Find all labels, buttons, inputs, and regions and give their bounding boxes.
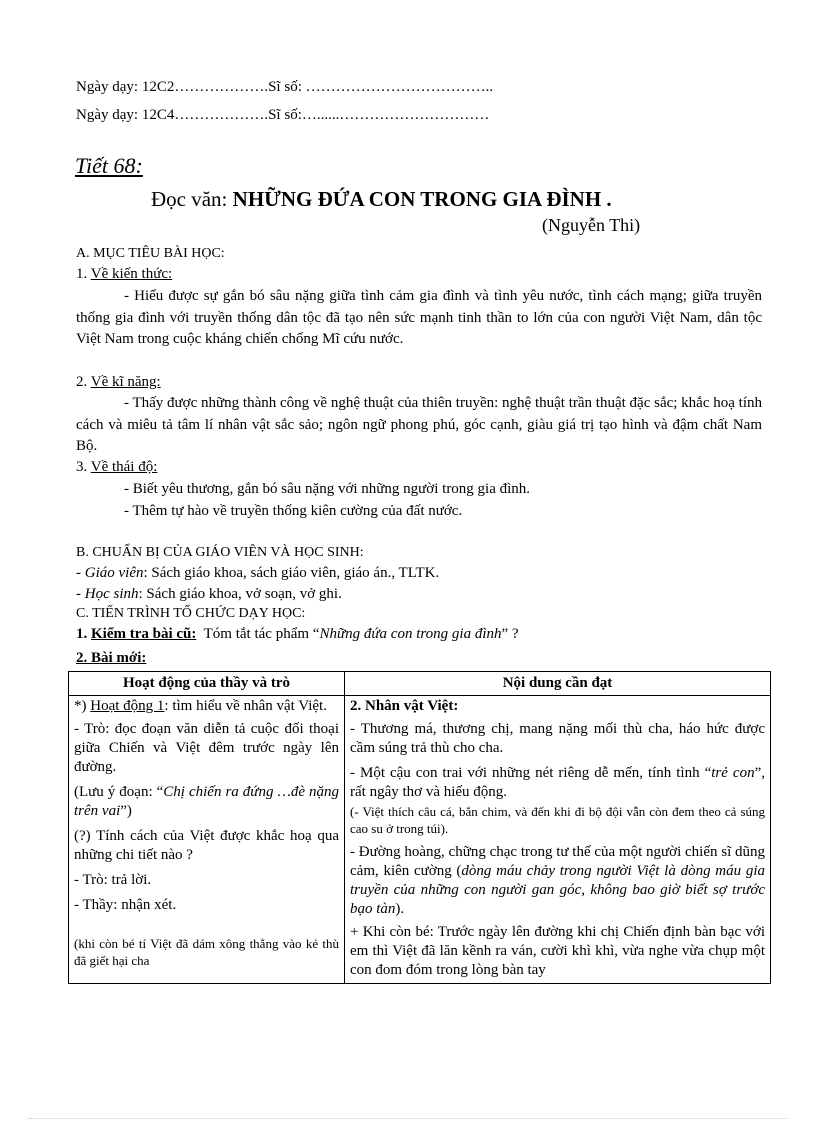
content-p2 (350, 764, 765, 802)
student-prep (76, 584, 342, 604)
class-label: 12C2 (141, 79, 175, 95)
col-header-content: Nội dung cần đạt (345, 672, 771, 696)
teacher-text: : Sách giáo khoa, sách giáo viên, giáo án., TLTK. (143, 565, 440, 581)
p2-before: - Một cậu con trai với những nét riêng dễ mến, tính tình “ (350, 765, 712, 781)
p3-before: - Đường hoàng, chững chạc trong tư thế của một người chiến sĩ dũng cảm, kiên cường ( (350, 844, 765, 879)
small-note: (khi còn bé tí Việt đã dám xông thẳng vào kẻ thù đã giết hại cha (74, 936, 339, 968)
attitude-item-2: - Thêm tự hào về truyền thống kiên cường của đất nước. (124, 503, 463, 519)
note-italic: Chị chiến ra đứng …đè nặng trên vai (74, 784, 339, 819)
new-lesson-label: 2. Bài mới: (76, 650, 147, 666)
lesson-title (151, 186, 612, 212)
attitude-item-1: - Biết yêu thương, gắn bó sâu nặng với những người trong gia đình. (124, 481, 531, 497)
knowledge-heading (76, 264, 172, 284)
note-before: (Lưu ý đoạn: “ (74, 784, 164, 800)
reading-note (74, 783, 339, 821)
student-read: - Trò: đọc đoạn văn diễn tả cuộc đối thoại giữa Chiến và Việt đêm trước ngày lên đường. (74, 721, 339, 775)
attitude-num: 3. (76, 459, 88, 475)
date-line-12c4 (76, 105, 489, 125)
knowledge-num: 1. (76, 266, 88, 282)
activity-label: Hoạt động 1 (90, 698, 165, 714)
p3-after: ). (395, 901, 405, 917)
check-num: 1. (76, 626, 88, 642)
title-prefix: Đọc văn: (151, 187, 228, 211)
note-after: ”) (120, 803, 132, 819)
table-row (69, 696, 771, 984)
skill-text: - Thấy được những thành công về nghệ thuật của thiên truyền: nghệ thuật trần thuật đặc sắc; khắc hoạ tính cách và miêu tả tâm lí nhân vật sắc sảo; ngôn ngữ phong phú, góc cạnh, giàu giá trị tạo hình và đậm chất Nam Bộ. (76, 395, 762, 454)
dots: ………………. (174, 79, 269, 95)
student-answer: - Trò: trả lời. (74, 872, 152, 888)
activities-cell (69, 696, 345, 984)
student-count: Sĩ số:…......………………………… (268, 107, 490, 123)
content-p1: - Thương má, thương chị, mang nặng mối thù cha, háo hức được cầm súng trả thù cho cha. (350, 721, 765, 756)
teacher-comment: - Thầy: nhận xét. (74, 897, 177, 913)
student-text: : Sách giáo khoa, vở soạn, vở ghi. (138, 586, 342, 602)
content-p3 (350, 843, 765, 919)
check-old-lesson (76, 624, 519, 644)
attitude-heading (76, 457, 157, 477)
table-header-row (69, 672, 771, 696)
col-header-activities: Hoạt động của thầy và trò (69, 672, 345, 696)
content-cell (345, 696, 771, 984)
student-count: Sĩ số: ……………………………….. (268, 79, 494, 95)
lesson-number: Tiết 68: (75, 153, 143, 178)
question: (?) Tính cách của Việt được khắc hoạ qua những chi tiết nào ? (74, 828, 339, 863)
content-p2-note: (- Việt thích câu cá, bắn chim, và đến khi đi bộ đội vẫn còn đem theo cả súng cao su ở trong túi). (350, 804, 765, 836)
lesson-table (68, 671, 771, 984)
skill-num: 2. (76, 374, 88, 390)
class-label: 12C4 (141, 107, 175, 123)
section-c-heading: C. TIẾN TRÌNH TỔ CHỨC DẠY HỌC: (76, 606, 306, 621)
new-lesson-heading (76, 648, 146, 668)
teacher-label: - Giáo viên (76, 565, 144, 581)
dots: ………………. (174, 107, 269, 123)
date-label: Ngày dạy: (76, 79, 139, 95)
skill-heading (76, 372, 161, 392)
title-text: NHỮNG ĐỨA CON TRONG GIA ĐÌNH . (232, 187, 612, 211)
section-a-heading: A. MỤC TIÊU BÀI HỌC: (76, 246, 225, 261)
content-heading: 2. Nhân vật Việt: (350, 698, 459, 714)
teacher-prep (76, 563, 439, 583)
check-text-after: ” ? (501, 626, 519, 642)
skill-label: Về kĩ năng: (90, 374, 161, 390)
p3-italic: dòng máu chảy trong người Việt là dòng máu gia truyền của những con người gan góc, không bao giờ biết sợ trước bạo tàn (350, 863, 765, 917)
page-edge-dots (28, 1118, 788, 1119)
knowledge-label: Về kiến thức: (90, 266, 173, 282)
check-text-before: Tóm tắt tác phẩm “ (203, 626, 320, 642)
date-label: Ngày dạy: (76, 107, 139, 123)
knowledge-text: - Hiểu được sự gắn bó sâu nặng giữa tình cảm gia đình và tình yêu nước, tình cách mạng; giữa truyền thống gia đình với truyền thống dân tộc đã tạo nên sức mạnh tinh thần to lớn của con người Việt Nam, dân tộc Việt Nam trong cuộc kháng chiến chống Mĩ cứu nước. (76, 288, 762, 347)
content-p4: + Khi còn bé: Trước ngày lên đường khi chị Chiến định bàn bạc với em thì Việt đã lăn kềnh ra ván, cười khì khì, vừa nghe vừa chụp một con đom đóm trong lòng bàn tay (350, 924, 765, 978)
attitude-label: Về thái độ: (90, 459, 158, 475)
student-label: - Học sinh (76, 586, 139, 602)
check-text-italic: Những đứa con trong gia đình (319, 626, 502, 642)
date-line-12c2 (76, 77, 493, 97)
p2-italic: trẻ con (711, 765, 755, 781)
activity-prefix: *) (74, 698, 87, 714)
activity-text: : tìm hiểu về nhân vật Việt. (164, 698, 327, 714)
section-b-heading: B. CHUẨN BỊ CỦA GIÁO VIÊN VÀ HỌC SINH: (76, 545, 364, 560)
p2-after: ”, rất ngây thơ và hiếu động. (350, 765, 765, 800)
check-label: Kiểm tra bài cũ: (91, 626, 197, 642)
author: (Nguyễn Thi) (542, 215, 641, 235)
activity-title (74, 697, 339, 716)
